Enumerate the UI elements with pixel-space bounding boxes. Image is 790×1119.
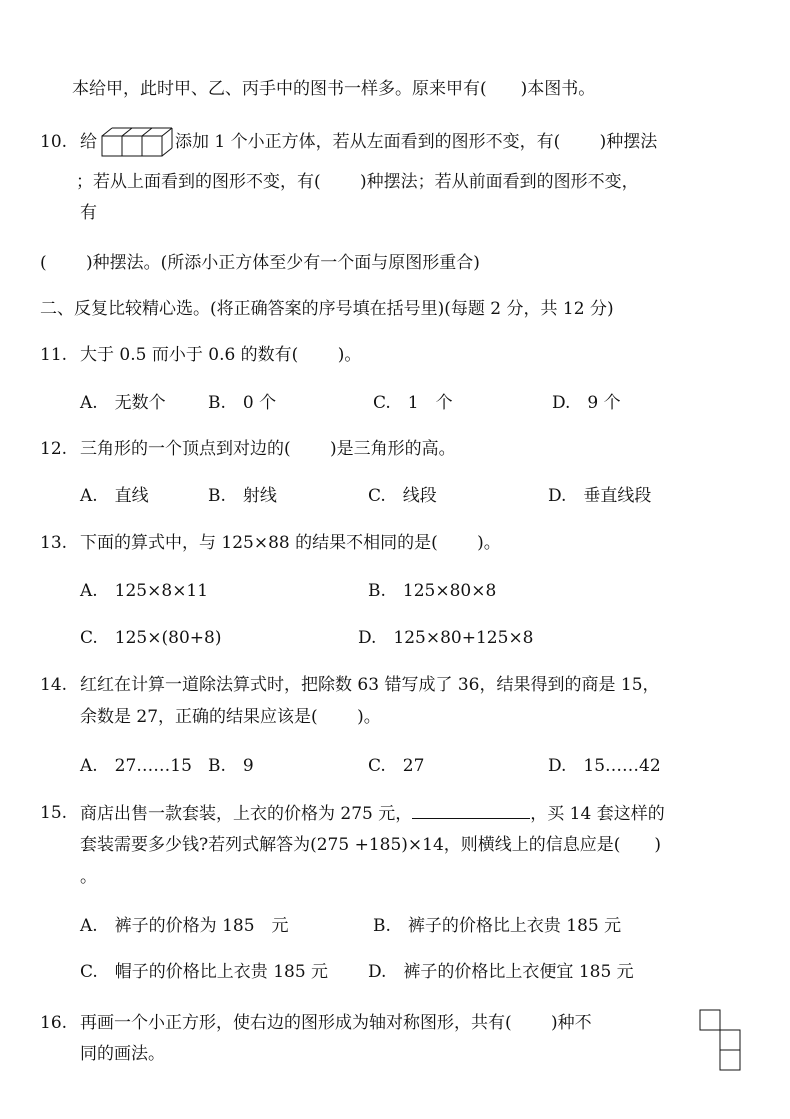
- q10-line2: ；若从上面看到的图形不变，有( )种摆法；若从前面看到的图形不变，: [76, 172, 639, 192]
- q15-line3: 。: [80, 867, 97, 887]
- q11-option-d: D. 9 个: [552, 393, 621, 413]
- q11-option-b: B. 0 个: [208, 393, 277, 413]
- q14-line2: 余数是 27，正确的结果应该是( )。: [80, 707, 381, 727]
- q15-fill-blank: [412, 802, 530, 819]
- q11-option-a: A. 无数个: [80, 393, 166, 413]
- q16-number: 16.: [40, 1013, 68, 1033]
- q13-option-b: B. 125×80×8: [368, 581, 497, 601]
- q14-line1: 红红在计算一道除法算式时，把除数 63 错写成了 36，结果得到的商是 15，: [80, 675, 660, 695]
- q16-line1: 再画一个小正方形，使右边的图形成为轴对称图形，共有( )种不: [80, 1013, 592, 1033]
- three-cubes-figure: [100, 126, 174, 158]
- q15-option-c: C. 帽子的价格比上衣贵 185 元: [80, 962, 329, 982]
- q12-stem: 三角形的一个顶点到对边的( )是三角形的高。: [80, 439, 456, 459]
- q13-option-a: A. 125×8×11: [80, 581, 209, 601]
- q15-option-b: B. 裤子的价格比上衣贵 185 元: [373, 916, 622, 936]
- q10-line1: 添加 1 个小正方体，若从左面看到的图形不变，有( )种摆法: [175, 132, 658, 152]
- q9-tail-text: 本给甲，此时甲、乙、丙手中的图书一样多。原来甲有( )本图书。: [72, 79, 596, 99]
- square-grid-figure: [698, 1008, 744, 1074]
- q14-option-b: B. 9: [208, 756, 254, 776]
- q12-option-a: A. 直线: [80, 486, 149, 506]
- q14-option-d: D. 15……42: [548, 756, 661, 776]
- q14-number: 14.: [40, 675, 68, 695]
- q14-option-c: C. 27: [368, 756, 425, 776]
- q14-option-a: A. 27……15: [80, 756, 192, 776]
- q11-stem: 大于 0.5 而小于 0.6 的数有( )。: [80, 345, 362, 365]
- q13-option-c: C. 125×(80+8): [80, 628, 222, 648]
- q15-number: 15.: [40, 803, 68, 823]
- q11-option-c: C. 1 个: [373, 393, 453, 413]
- q11-number: 11.: [40, 345, 68, 365]
- q15-option-a: A. 裤子的价格为 185 元: [80, 916, 289, 936]
- q15-line1-start: 商店出售一款套装，上衣的价格为 275 元，: [80, 804, 413, 824]
- q10-line4: ( )种摆法。(所添小正方体至少有一个面与原图形重合): [40, 253, 480, 273]
- q13-option-d: D. 125×80+125×8: [358, 628, 534, 648]
- q15-line2: 套装需要多少钱?若列式解答为(275 +185)×14，则横线上的信息应是( ): [80, 835, 662, 855]
- q15-line1: [80, 802, 665, 825]
- q12-option-c: C. 线段: [368, 486, 437, 506]
- q13-stem: 下面的算式中，与 125×88 的结果不相同的是( )。: [80, 533, 501, 553]
- q15-line1-end: ，买 14 套这样的: [530, 804, 665, 824]
- q12-number: 12.: [40, 439, 68, 459]
- q12-option-d: D. 垂直线段: [548, 486, 652, 506]
- q10-prefix: 给: [80, 132, 97, 152]
- section-2-heading: 二、反复比较精心选。(将正确答案的序号填在括号里)(每题 2 分，共 12 分): [40, 299, 614, 319]
- q13-number: 13.: [40, 533, 68, 553]
- q16-line2: 同的画法。: [80, 1044, 165, 1064]
- q10-line3: 有: [80, 203, 97, 223]
- q10-number: 10.: [40, 132, 68, 152]
- q15-option-d: D. 裤子的价格比上衣便宜 185 元: [368, 962, 634, 982]
- q12-option-b: B. 射线: [208, 486, 277, 506]
